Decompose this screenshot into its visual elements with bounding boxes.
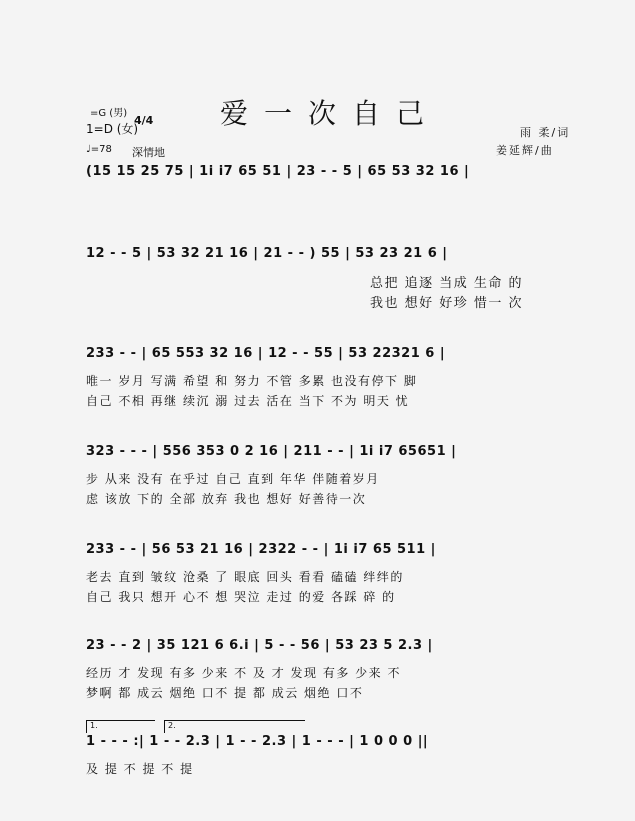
key-female: 1=D (女) (86, 122, 139, 136)
score-row-2-lyrics-2: 我也 想好 好珍 惜一 次 (370, 296, 524, 311)
score-row-3-lyrics-1: 唯一 岁月 写满 希望 和 努力 不管 多累 也没有停下 脚 (86, 374, 418, 388)
score-row-5-notes: 233 - - | 56 53 21 16 | 2322 - - | 1i i7 65 511 | (86, 542, 436, 557)
key-male: =G (男) (90, 108, 128, 119)
score-row-4-notes: 323 - - - | 556 353 0 2 16 | 211 - - | 1i i7 65651 | (86, 444, 457, 459)
volta-bracket-2 (164, 720, 305, 733)
score-row-6-lyrics-2: 梦啊 都 成云 烟绝 口不 提 都 成云 烟绝 口不 (86, 686, 364, 700)
lyricist-credit: 雨 柔/词 (520, 126, 571, 139)
score-row-7-notes: 1 - - - :| 1 - - 2.3 | 1 - - 2.3 | 1 - - - | 1 0 0 0 || (86, 734, 429, 749)
score-row-4-lyrics-1: 步 从来 没有 在乎过 自己 直到 年华 伴随着岁月 (86, 472, 380, 486)
score-row-4-lyrics-2: 虑 该放 下的 全部 放弃 我也 想好 好善待一次 (86, 492, 367, 506)
score-row-5-lyrics-2: 自己 我只 想开 心不 想 哭泣 走过 的爱 各踩 碎 的 (86, 590, 396, 604)
score-row-2-notes: 12 - - 5 | 53 32 21 16 | 21 - - ) 55 | 53 23 21 6 | (86, 246, 448, 261)
score-row-6-notes: 23 - - 2 | 35 121 6 6.i | 5 - - 56 | 53 23 5 2.3 | (86, 638, 433, 653)
score-row-5-lyrics-1: 老去 直到 皱纹 沧桑 了 眼底 回头 看看 磕磕 绊绊的 (86, 570, 404, 584)
volta-label-1: 1. (90, 721, 98, 730)
expression-mark: 深情地 (132, 146, 165, 159)
score-row-3-lyrics-2: 自己 不相 再继 续沉 溺 过去 活在 当下 不为 明天 忧 (86, 394, 410, 408)
tempo-mark: ♩=78 (86, 144, 112, 155)
song-title: 爱一次自己 (220, 97, 441, 130)
composer-credit: 姜延辉/曲 (496, 144, 554, 157)
score-row-6-lyrics-1: 经历 才 发现 有多 少来 不 及 才 发现 有多 少来 不 (86, 666, 401, 680)
time-signature: 4/4 (134, 114, 154, 127)
score-row-3-notes: 233 - - | 65 553 32 16 | 12 - - 55 | 53 22321 6 | (86, 346, 446, 361)
score-row-1-notes: (15 15 25 75 | 1i i7 65 51 | 23 - - 5 | 65 53 32 16 | (86, 164, 470, 179)
score-row-2-lyrics-1: 总把 追逐 当成 生命 的 (370, 276, 524, 291)
score-row-7-lyrics-1: 及 提 不 提 不 提 (86, 762, 194, 776)
volta-label-2: 2. (168, 721, 176, 730)
